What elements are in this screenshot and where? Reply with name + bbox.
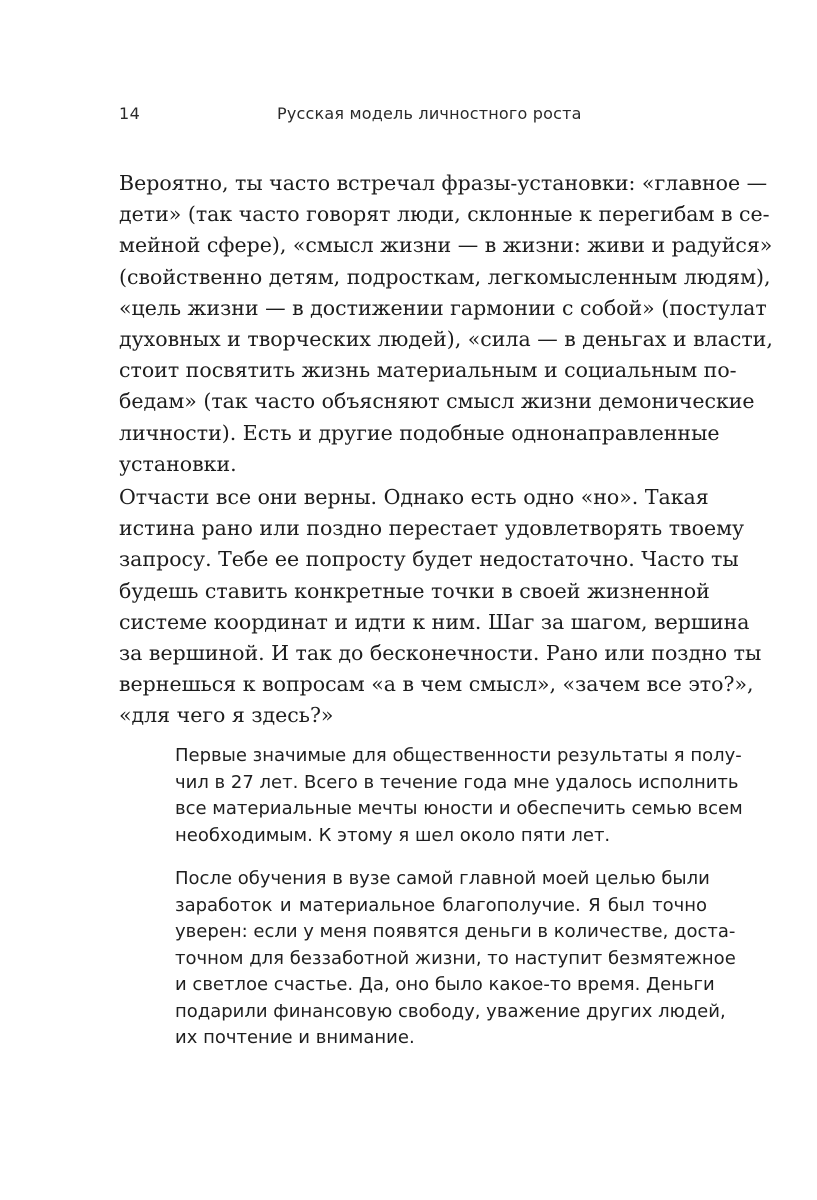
running-title: Русская модель личностного роста bbox=[277, 104, 582, 123]
text-line: установки. bbox=[119, 451, 237, 476]
text-line: истина рано или поздно перестает удовлетворять твоему bbox=[119, 516, 745, 541]
text-line: вернешься к вопросам «а в чем смысл», «зачем все это?», bbox=[119, 672, 754, 697]
quote-line: После обучения в вузе самой главной моей целью были bbox=[175, 868, 710, 889]
body-paragraph-2 bbox=[119, 482, 762, 732]
text-line: Отчасти все они верны. Однако есть одно «но». Такая bbox=[119, 485, 709, 509]
text-line: (свойственно детям, подросткам, легкомысленным людям), bbox=[119, 264, 771, 289]
text-line: дети» (так часто говорят люди, склонные к перегибам в се- bbox=[119, 202, 770, 227]
text-line: личности). Есть и другие подобные однонаправленные bbox=[119, 420, 720, 445]
page-header bbox=[119, 104, 709, 128]
text-line: «цель жизни — в достижении гармонии с собой» (постулат bbox=[119, 295, 767, 320]
text-line: мейной сфере), «смысл жизни — в жизни: живи и радуйся» bbox=[119, 233, 773, 258]
text-line: будешь ставить конкретные точки в своей жизненной bbox=[119, 578, 710, 603]
quote-line: уверен: если у меня появятся деньги в количестве, доста- bbox=[175, 921, 736, 942]
quote-line: их почтение и внимание. bbox=[175, 1027, 415, 1048]
quote-line: точном для беззаботной жизни, то наступит безмятежное bbox=[175, 947, 736, 969]
quote-line: заработок и материальное благополучие. Я был точно bbox=[175, 894, 707, 916]
text-line: духовных и творческих людей), «сила — в деньгах и власти, bbox=[119, 326, 773, 351]
quote-line: чил в 27 лет. Всего в течение года мне удалось исполнить bbox=[175, 771, 739, 793]
text-line: запросу. Тебе ее попросту будет недостаточно. Часто ты bbox=[119, 547, 739, 572]
quote-line: необходимым. К этому я шел около пяти лет. bbox=[175, 824, 611, 846]
quote-line: все материальные мечты юности и обеспечить семью всем bbox=[175, 798, 743, 819]
quote-line: подарили финансовую свободу, уважение других людей, bbox=[175, 1000, 726, 1022]
text-line: бедам» (так часто объясняют смысл жизни демонические bbox=[119, 389, 755, 414]
text-line: стоит посвятить жизнь материальным и социальным по- bbox=[119, 358, 737, 383]
quote-line: и светлое счастье. Да, оно было какое-то время. Деньги bbox=[175, 974, 715, 995]
page-number: 14 bbox=[119, 104, 141, 123]
text-line: за вершиной. И так до бесконечности. Рано или поздно ты bbox=[119, 640, 762, 665]
text-line: системе координат и идти к ним. Шаг за шагом, вершина bbox=[119, 609, 750, 634]
body-paragraph-1 bbox=[119, 168, 773, 480]
text-line: «для чего я здесь?» bbox=[119, 703, 334, 728]
quote-line: Первые значимые для общественности результаты я полу- bbox=[175, 745, 742, 766]
text-line: Вероятно, ты часто встречал фразы-установки: «главное — bbox=[119, 171, 768, 195]
quote-paragraph-1 bbox=[175, 743, 743, 849]
quote-paragraph-2 bbox=[175, 866, 736, 1052]
